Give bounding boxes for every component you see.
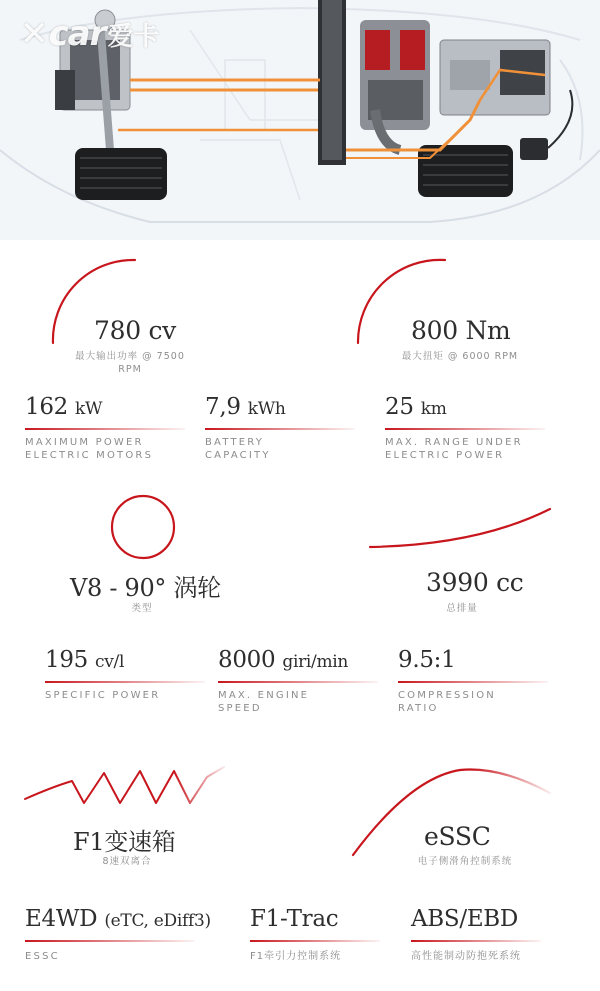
specific-power-number: 195 [45,647,88,673]
battery-capacity-unit: kWh [247,399,286,419]
gearbox-subtitle: 8速双离合 [102,856,152,867]
essc-subtitle: 电子侧滑角控制系统 [417,856,513,867]
divider [218,681,378,683]
specific-power-value [45,647,124,673]
battery-capacity-value [205,394,286,420]
divider [411,940,541,942]
abs-ebd-value [411,906,518,932]
displacement-subtitle: 总排量 [446,603,478,614]
max-engine-speed-number: 8000 [218,647,276,673]
watermark-logo [20,14,159,54]
abs-ebd-caption: 高性能制动防抱死系统 [411,951,521,962]
e4wd-name: E4WD [25,906,98,932]
divider [25,428,185,430]
max-power-subtitle: 最大输出功率 @ 7500 RPM [75,351,185,375]
electric-range-number: 25 [385,394,414,420]
electric-power-value [25,394,102,420]
watermark-x-icon: ✕ [20,14,49,54]
f1-trac-caption: F1牵引力控制系统 [250,951,342,962]
e4wd-detail: (eTC, eDiff3) [104,911,211,931]
specific-power-unit: cv/l [95,652,125,672]
e4wd-caption: ESSC [25,951,60,962]
max-engine-speed-value [218,647,348,673]
electric-power-unit: kW [75,399,103,419]
electric-range-caption: MAX. RANGE UNDER ELECTRIC POWER [385,437,523,461]
divider [385,428,545,430]
engine-type-subtitle: 类型 [131,603,153,614]
compression-ratio-value [398,647,455,673]
max-power-value: 780 cv [94,316,176,345]
battery-capacity-caption: BATTERY CAPACITY [205,437,271,461]
watermark-brand: car [48,14,106,54]
battery-capacity-number: 7,9 [205,394,241,420]
compression-ratio-number: 9.5:1 [398,647,456,673]
essc-value: eSSC [424,822,491,851]
displacement-curve-graphic [368,505,553,550]
compression-ratio-caption: COMPRESSION RATIO [398,690,496,714]
f1-trac-value [250,906,338,932]
abs-ebd-name: ABS/EBD [411,906,519,932]
max-engine-speed-unit: giri/min [282,652,349,672]
max-engine-speed-caption: MAX. ENGINE SPEED [218,690,310,714]
displacement-value: 3990 cc [426,568,524,597]
electric-range-unit: km [420,399,447,419]
watermark-brand-cn: 爱卡 [107,22,160,52]
electric-power-number: 162 [25,394,68,420]
divider [25,940,195,942]
gearbox-zigzag-graphic [22,765,227,810]
specific-power-caption: SPECIFIC POWER [45,690,161,701]
electric-range-value [385,394,447,420]
max-torque-subtitle: 最大扭矩 @ 6000 RPM [401,351,519,362]
max-torque-value: 800 Nm [411,316,511,345]
hero-powertrain-illustration [0,0,600,240]
divider [45,681,205,683]
divider [398,681,548,683]
e4wd-value [25,906,211,932]
electric-power-caption: MAXIMUM POWER ELECTRIC MOTORS [25,437,154,461]
engine-type-value: V8 - 90° 涡轮 [70,574,221,602]
divider [250,940,380,942]
f1-trac-name: F1-Trac [250,906,339,932]
gearbox-value: F1变速箱 [73,828,176,856]
v8-circle-graphic [108,492,178,562]
divider [205,428,355,430]
